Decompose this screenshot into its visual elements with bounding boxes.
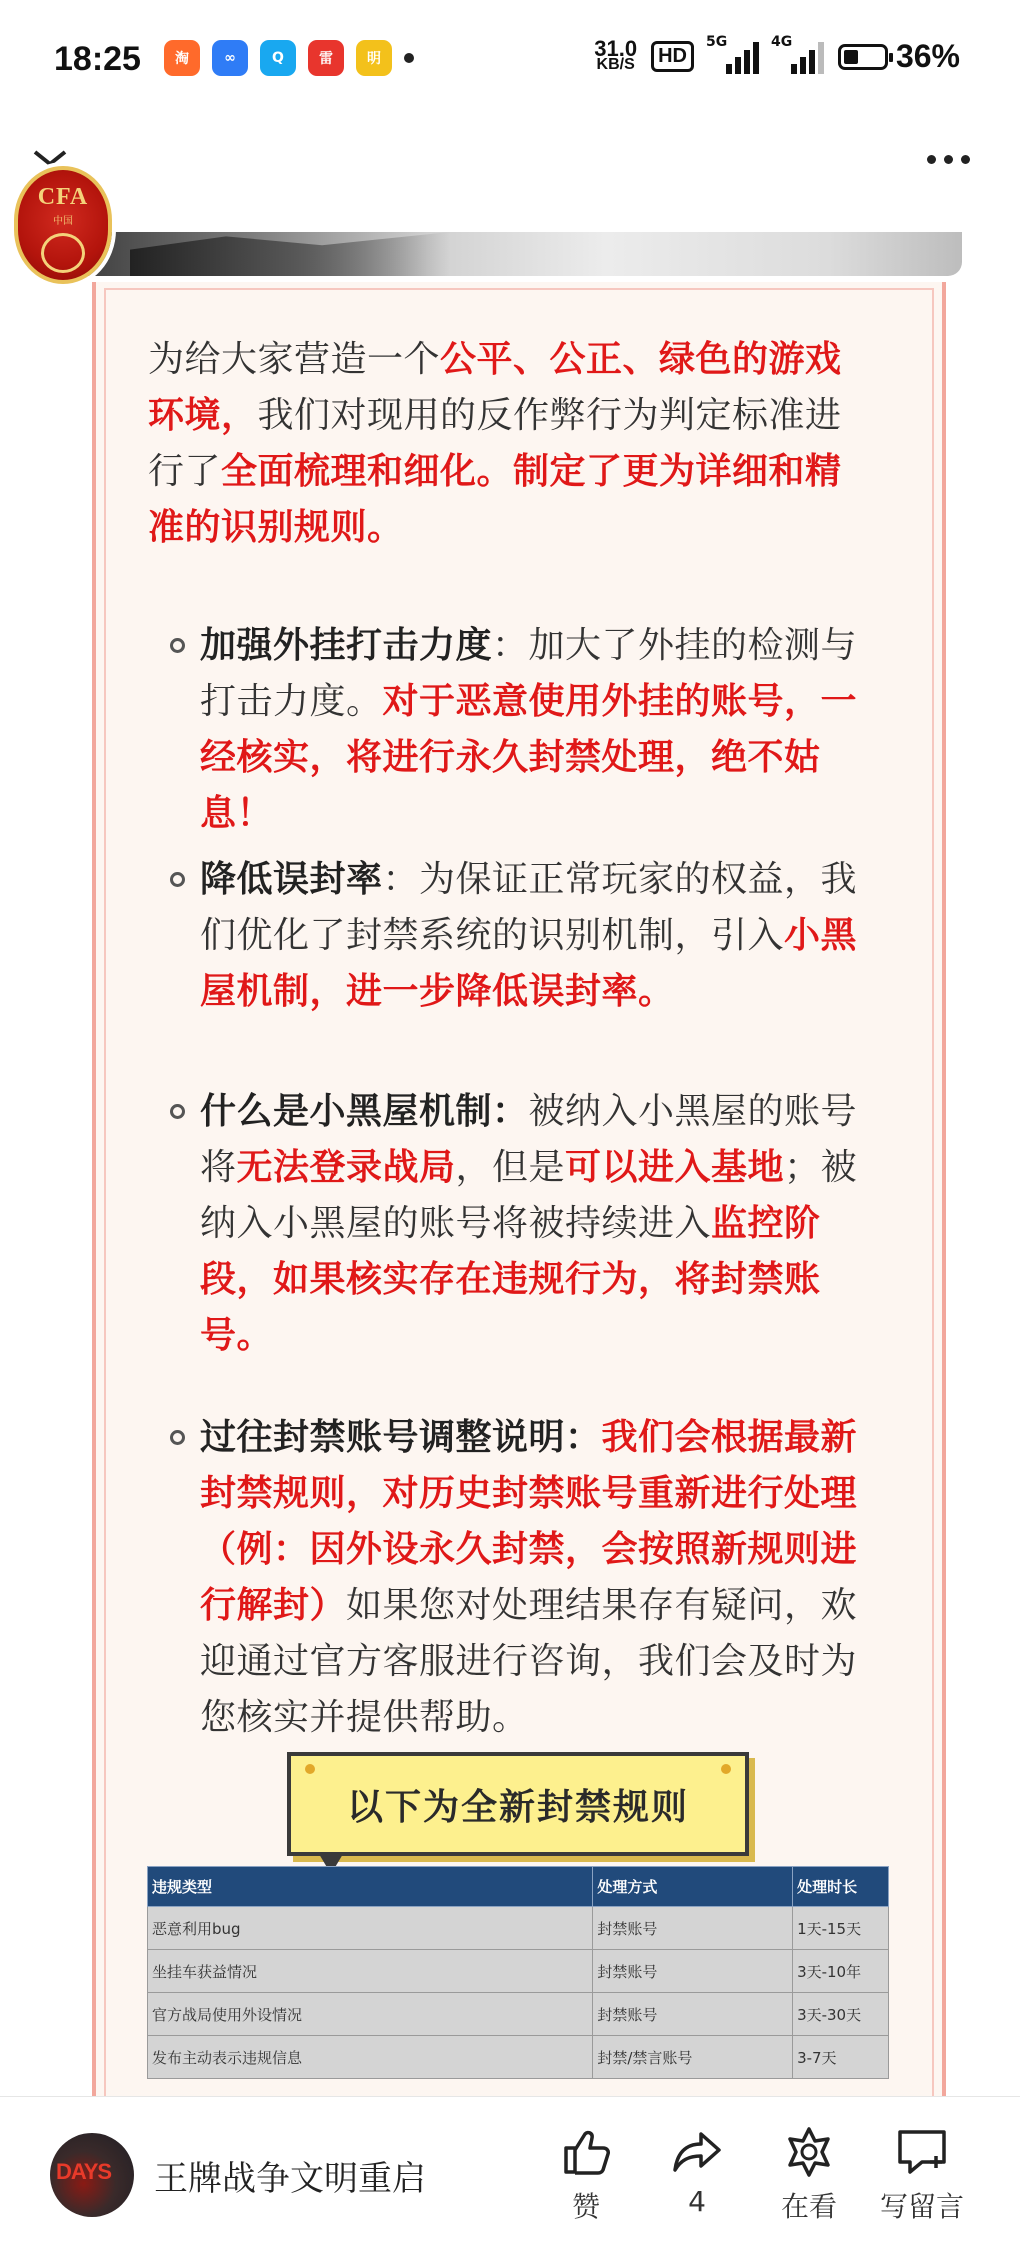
table-cell: 1天-15天 (793, 1907, 889, 1950)
table-row (148, 1907, 889, 1950)
table-cell: 3天-10年 (793, 1950, 889, 1993)
ban-rules-table (147, 1866, 889, 2079)
hd-voice-icon: HD (651, 41, 694, 72)
column-header: 处理时长 (793, 1867, 889, 1907)
browser-icon: 明 (356, 40, 392, 76)
bullet-circle-icon (170, 872, 185, 887)
dragon-emblem-icon (41, 233, 85, 273)
bullet-anti-cheat: 加强外挂打击力度：加大了外挂的检测与打击力度。对于恶意使用外挂的账号，一经核实，将进行永久封禁处理，绝不姑息！ (170, 618, 866, 842)
column-header: 处理方式 (593, 1867, 793, 1907)
like-button[interactable]: 赞 (546, 2125, 626, 2225)
comment-button[interactable]: 写留言 (872, 2125, 972, 2225)
intro-paragraph: 为给大家营造一个公平、公正、绿色的游戏环境，我们对现用的反作弊行为判定标准进行了全面梳理和细化。制定了更为详细和精准的识别规则。 (148, 339, 842, 548)
new-rules-banner: 以下为全新封禁规则 (287, 1752, 749, 1856)
table-row (148, 1950, 889, 1993)
table-cell: 3-7天 (793, 2036, 889, 2079)
account-name[interactable]: 王牌战争文明重启 (154, 2159, 426, 2199)
more-notifications-dot (404, 53, 414, 63)
table-cell: 恶意利用bug (148, 1907, 593, 1950)
table-cell: 发布主动表示违规信息 (148, 2036, 593, 2079)
bullet-circle-icon (170, 1104, 185, 1119)
table-header-row (148, 1867, 889, 1907)
share-button[interactable]: 4 (657, 2125, 737, 2218)
table-cell: 官方战局使用外设情况 (148, 1993, 593, 2036)
header-image (70, 232, 962, 276)
battery-icon (838, 44, 888, 70)
cfa-logo[interactable]: CFA 中国 (14, 166, 112, 284)
cloud-icon: ∞ (212, 40, 248, 76)
column-header: 违规类型 (148, 1867, 593, 1907)
qq-icon: Q (260, 40, 296, 76)
signal-5g-icon: 5G (708, 40, 759, 74)
bullet-circle-icon (170, 1430, 185, 1445)
bullet-false-ban: 降低误封率：为保证正常玩家的权益，我们优化了封禁系统的识别机制，引入小黑屋机制，进一步降低误封率。 (170, 852, 866, 1020)
table-cell: 封禁账号 (593, 1950, 793, 1993)
signal-4g-icon: 4G (773, 40, 824, 74)
system-indicators (594, 33, 960, 75)
account-avatar[interactable]: DAYS (50, 2133, 134, 2217)
pin-icon (721, 1764, 731, 1774)
table-cell: 3天-30天 (793, 1993, 889, 2036)
leiting-icon: 雷 (308, 40, 344, 76)
network-speed: 31.0 KB/S (594, 35, 638, 73)
table-cell: 坐挂车获益情况 (148, 1950, 593, 1993)
bottom-action-bar (0, 2096, 1020, 2243)
table-cell: 封禁账号 (593, 1907, 793, 1950)
bullet-circle-icon (170, 638, 185, 653)
taobao-icon: 淘 (164, 40, 200, 76)
star-of-wow-icon (769, 2125, 849, 2179)
status-bar (0, 0, 1020, 120)
bullet-black-room: 什么是小黑屋机制：被纳入小黑屋的账号将无法登录战局，但是可以进入基地；被纳入小黑屋的账号将被持续进入监控阶段，如果核实存在违规行为，将封禁账号。 (170, 1084, 866, 1364)
watching-button[interactable]: 在看 (769, 2125, 849, 2225)
more-options-button[interactable] (927, 155, 970, 164)
comment-plus-icon (872, 2125, 972, 2179)
table-cell: 封禁/禁言账号 (593, 2036, 793, 2079)
table-row (148, 2036, 889, 2079)
share-arrow-icon (657, 2125, 737, 2179)
clock: 18:25 (54, 40, 141, 78)
table-cell: 封禁账号 (593, 1993, 793, 2036)
bullet-past-bans: 过往封禁账号调整说明：我们会根据最新封禁规则，对历史封禁账号重新进行处理（例：因外设永久封禁，会按照新规则进行解封）如果您对处理结果存有疑问，欢迎通过官方客服进行咨询，我们会及时为您核实并提供帮助。 (170, 1410, 866, 1746)
battery-indicator: 36% (838, 38, 960, 75)
thumbs-up-icon (546, 2125, 626, 2179)
table-row (148, 1993, 889, 2036)
pin-icon (305, 1764, 315, 1774)
notification-icons (164, 40, 414, 76)
